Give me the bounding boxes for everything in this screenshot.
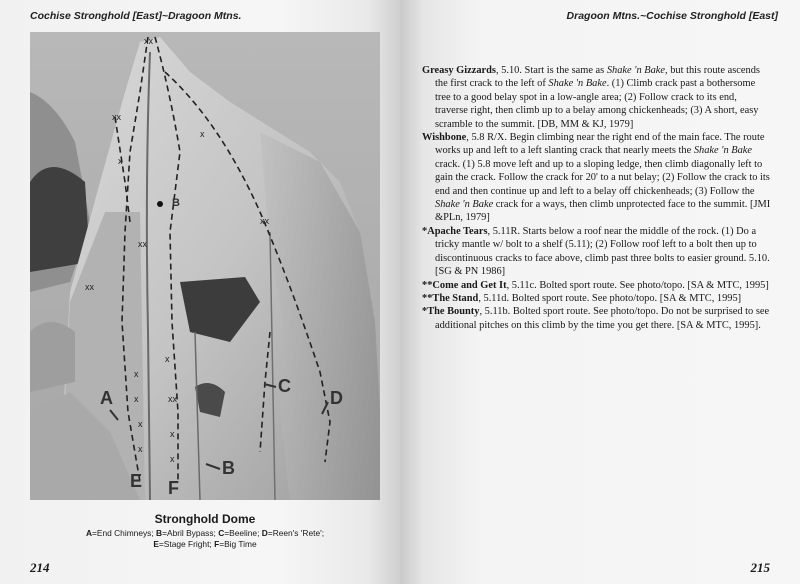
route-text: , 5.11R. Starts below a roof near the middle of the rock. (1) Do a tricky mantle w/ bolt to a shelf (5.11); (2) Follow roof left to a bolt then up to discontinuous cracks to face above, climb past three bolts to easier ground. 5.10. [SG & PN 1986] bbox=[435, 225, 770, 278]
svg-text:x: x bbox=[138, 419, 143, 429]
legend-text: =Stage Fright; bbox=[158, 538, 215, 549]
route-name: *The Bounty bbox=[422, 306, 480, 318]
right-page bbox=[400, 0, 800, 584]
legend-key: B bbox=[156, 528, 163, 538]
svg-text:xx: xx bbox=[260, 216, 269, 226]
route-label-f: F bbox=[168, 478, 179, 498]
route-name: **The Stand bbox=[422, 292, 479, 304]
right-page-number: 215 bbox=[750, 560, 770, 575]
svg-text:x: x bbox=[170, 429, 175, 439]
svg-text:xx: xx bbox=[138, 239, 147, 249]
route-ref: Shake 'n Bake bbox=[435, 199, 494, 211]
svg-text:x: x bbox=[134, 394, 139, 404]
svg-text:x: x bbox=[200, 129, 205, 139]
route-entry-the-bounty bbox=[422, 305, 772, 332]
route-text: , but this route ascends the first crack to the left of bbox=[435, 65, 760, 90]
route-label-a: A bbox=[100, 388, 113, 408]
legend-text: =Reen's 'Rete'; bbox=[267, 528, 325, 538]
route-ref: Shake 'n Bake bbox=[548, 78, 607, 90]
route-name: Greasy Gizzards bbox=[422, 65, 496, 76]
caption-title: Stronghold Dome bbox=[154, 512, 256, 526]
route-topo-image bbox=[30, 32, 380, 500]
route-entry-come-and-get-it bbox=[422, 279, 772, 292]
legend-key: C bbox=[218, 528, 225, 538]
route-text: , 5.11b. Bolted sport route. See photo/topo. Do not be surprised to see additional pitches on this climb by the time you get there. [SA & MTC, 1995]. bbox=[435, 306, 770, 331]
svg-text:x: x bbox=[134, 369, 139, 379]
svg-text:x: x bbox=[138, 444, 143, 454]
svg-text:xx: xx bbox=[85, 282, 94, 292]
route-text: , 5.11c. Bolted sport route. See photo/topo. [SA & MTC, 1995] bbox=[506, 279, 769, 291]
legend-key: F bbox=[214, 538, 220, 549]
svg-text:x: x bbox=[118, 156, 123, 166]
route-label-d: D bbox=[330, 388, 343, 408]
route-name: **Come and Get It bbox=[422, 279, 507, 291]
route-entry-apache-tears bbox=[422, 225, 772, 279]
svg-text:xx: xx bbox=[144, 36, 153, 46]
route-text: , 5.11d. Bolted sport route. See photo/topo. [SA & MTC, 1995] bbox=[478, 292, 742, 304]
belay-point bbox=[157, 201, 163, 207]
route-text: , 5.10. Start is the same as bbox=[495, 65, 607, 76]
right-running-head: Dragoon Mtns.~Cochise Stronghold [East] bbox=[566, 10, 778, 22]
left-page-number: 214 bbox=[30, 560, 50, 575]
route-entry-greasy-gizzards bbox=[422, 64, 772, 131]
route-ref: Shake 'n Bake bbox=[693, 145, 753, 157]
legend-text: =End Chimneys; bbox=[92, 528, 157, 538]
legend-text: =Abril Bypass; bbox=[162, 528, 219, 538]
left-running-head: Cochise Stronghold [East]~Dragoon Mtns. bbox=[30, 10, 242, 22]
photo-caption bbox=[30, 512, 380, 549]
route-ref: Shake 'n Bake bbox=[606, 65, 666, 76]
svg-text:x: x bbox=[170, 454, 175, 464]
caption-legend-line-2 bbox=[30, 539, 380, 550]
legend-key: A bbox=[85, 528, 93, 538]
route-entry-the-stand bbox=[422, 292, 772, 305]
svg-text:xx: xx bbox=[112, 112, 121, 122]
legend-key: D bbox=[261, 528, 268, 538]
route-label-c: C bbox=[278, 376, 291, 396]
route-name: Wishbone bbox=[422, 132, 467, 144]
svg-text:xx: xx bbox=[168, 394, 177, 404]
route-entry-wishbone bbox=[422, 131, 772, 225]
route-label-e: E bbox=[130, 471, 143, 491]
route-text: crack for a ways, then climb unprotected face to the summit. [JMI &PLn, 1979] bbox=[435, 199, 771, 224]
legend-text: =Big Time bbox=[219, 538, 257, 549]
svg-text:x: x bbox=[165, 354, 170, 364]
route-text: , 5.8 R/X. Begin climbing near the right end of the main face. The route works up and left to a left slanting crack that nearly meets the bbox=[435, 132, 765, 157]
route-text: crack. (1) 5.8 move left and up to a sloping ledge, then climb diagonally left to gain the crack. Follow the crack for 20' to a nut belay; (2) Follow the crack to its end and then continue up and left to a belay off chickenheads; (3) Follow the bbox=[435, 158, 770, 197]
stronghold-dome-photo bbox=[30, 32, 380, 500]
small-boulder bbox=[30, 322, 75, 392]
route-name: *Apache Tears bbox=[422, 225, 488, 237]
legend-text: =Beeline; bbox=[224, 528, 262, 538]
route-entries bbox=[422, 64, 772, 332]
caption-legend-line-1 bbox=[30, 528, 380, 539]
route-label-b-upper: B bbox=[172, 197, 180, 209]
legend-key: E bbox=[153, 538, 159, 549]
route-text: . (1) Climb crack past a bothersome tree to a good belay spot in a low-angle area; (2) Follow crack to its end, traverse right, then climb up to a belay among chickenheads; (3) A short, easy scramble to the summit. [DB, MM & KJ, 1979] bbox=[435, 78, 759, 130]
route-label-b-lower: B bbox=[222, 458, 235, 478]
